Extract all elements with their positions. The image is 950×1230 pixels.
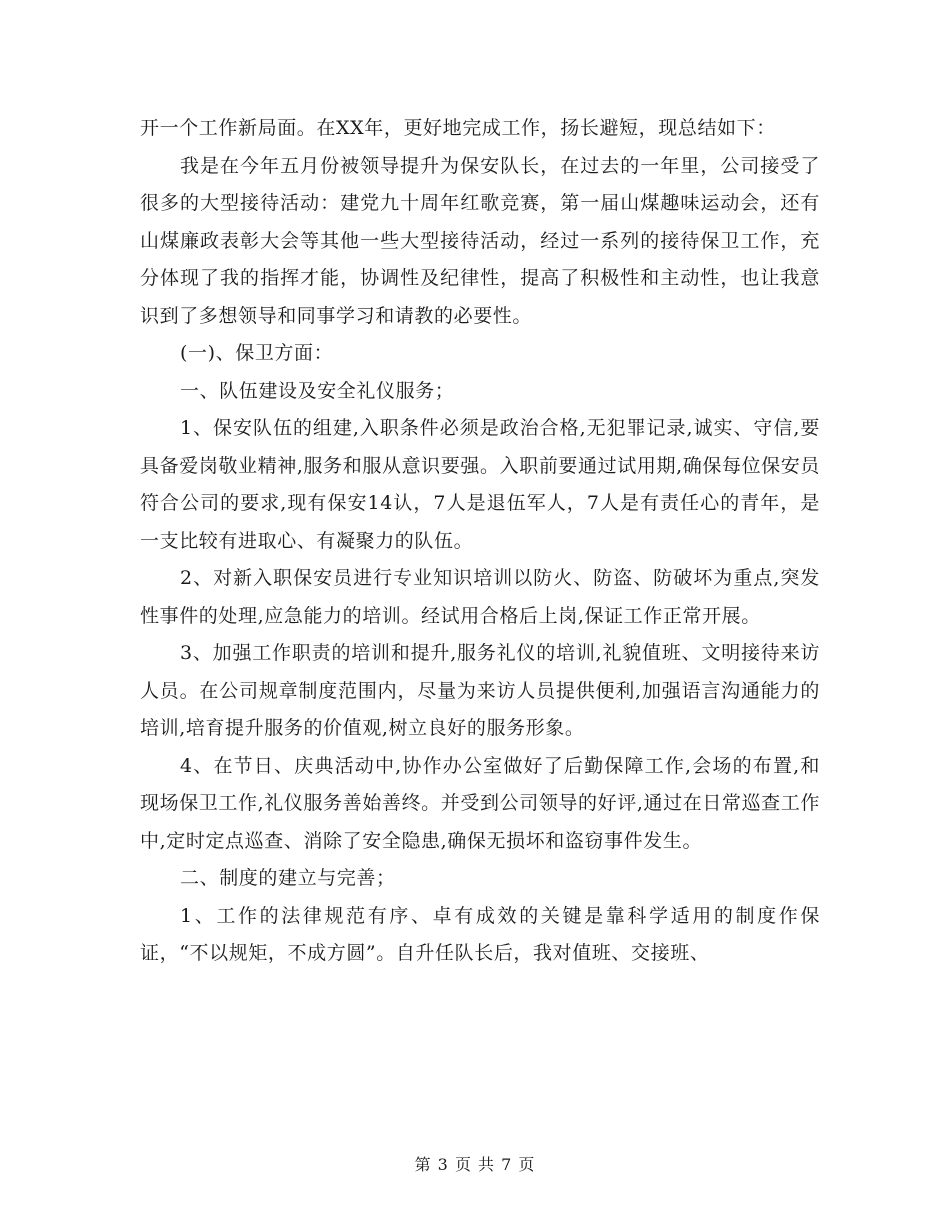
paragraph-system-item-1: 1、工作的法律规范有序、卓有成效的关键是靠科学适用的制度作保证，“不以规矩，不成方圆”。自升任队长后，我对值班、交接班、 [140, 904, 820, 964]
paragraph-item-1: 1、保安队伍的组建,入职条件必须是政治合格,无犯罪记录,诚实、守信,要具备爱岗敬业精神,服务和服从意识要强。入职前要通过试用期,确保每位保安员符合公司的要求,现有保安14认，7人是退伍军人，7人是有责任心的青年，是一支比较有进取心、有凝聚力的队伍。 [140, 417, 820, 552]
paragraph-item-3: 3、加强工作职责的培训和提升,服务礼仪的培训,礼貌值班、文明接待来访人员。在公司规章制度范围内，尽量为来访人员提供便利,加强语言沟通能力的培训,培育提升服务的价值观,树立良好的服务形象。 [140, 642, 820, 739]
section-heading-security: (一)、保卫方面： [180, 342, 334, 364]
subheading-system-building: 二、制度的建立与完善； [180, 867, 396, 889]
subheading-team-building: 一、队伍建设及安全礼仪服务； [180, 379, 455, 402]
paragraph-item-4: 4、在节日、庆典活动中,协作办公室做好了后勤保障工作,会场的布置,和现场保卫工作,礼仪服务善始善终。并受到公司领导的好评,通过在日常巡查工作中,定时定点巡查、消除了安全隐患,确保无损坏和盗窃事件发生。 [140, 754, 820, 852]
document-body [140, 110, 820, 973]
paragraph-item-2: 2、对新入职保安员进行专业知识培训以防火、防盗、防破坏为重点,突发性事件的处理,应急能力的培训。经试用合格后上岗,保证工作正常开展。 [140, 567, 820, 627]
page-number-footer: 第 3 页 共 7 页 [414, 1155, 536, 1174]
paragraph-2: 我是在今年五月份被领导提升为保安队长，在过去的一年里，公司接受了很多的大型接待活动：建党九十周年红歌竞赛，第一届山煤趣味运动会，还有山煤廉政表彰大会等其他一些大型接待活动，经过一系列的接待保卫工作，充分体现了我的指挥才能，协调性及纪律性，提高了积极性和主动性，也让我意识到了多想领导和同事学习和请教的必要性。 [140, 154, 820, 327]
paragraph-1: 开一个工作新局面。在XX年，更好地完成工作，扬长避短，现总结如下： [140, 117, 776, 139]
